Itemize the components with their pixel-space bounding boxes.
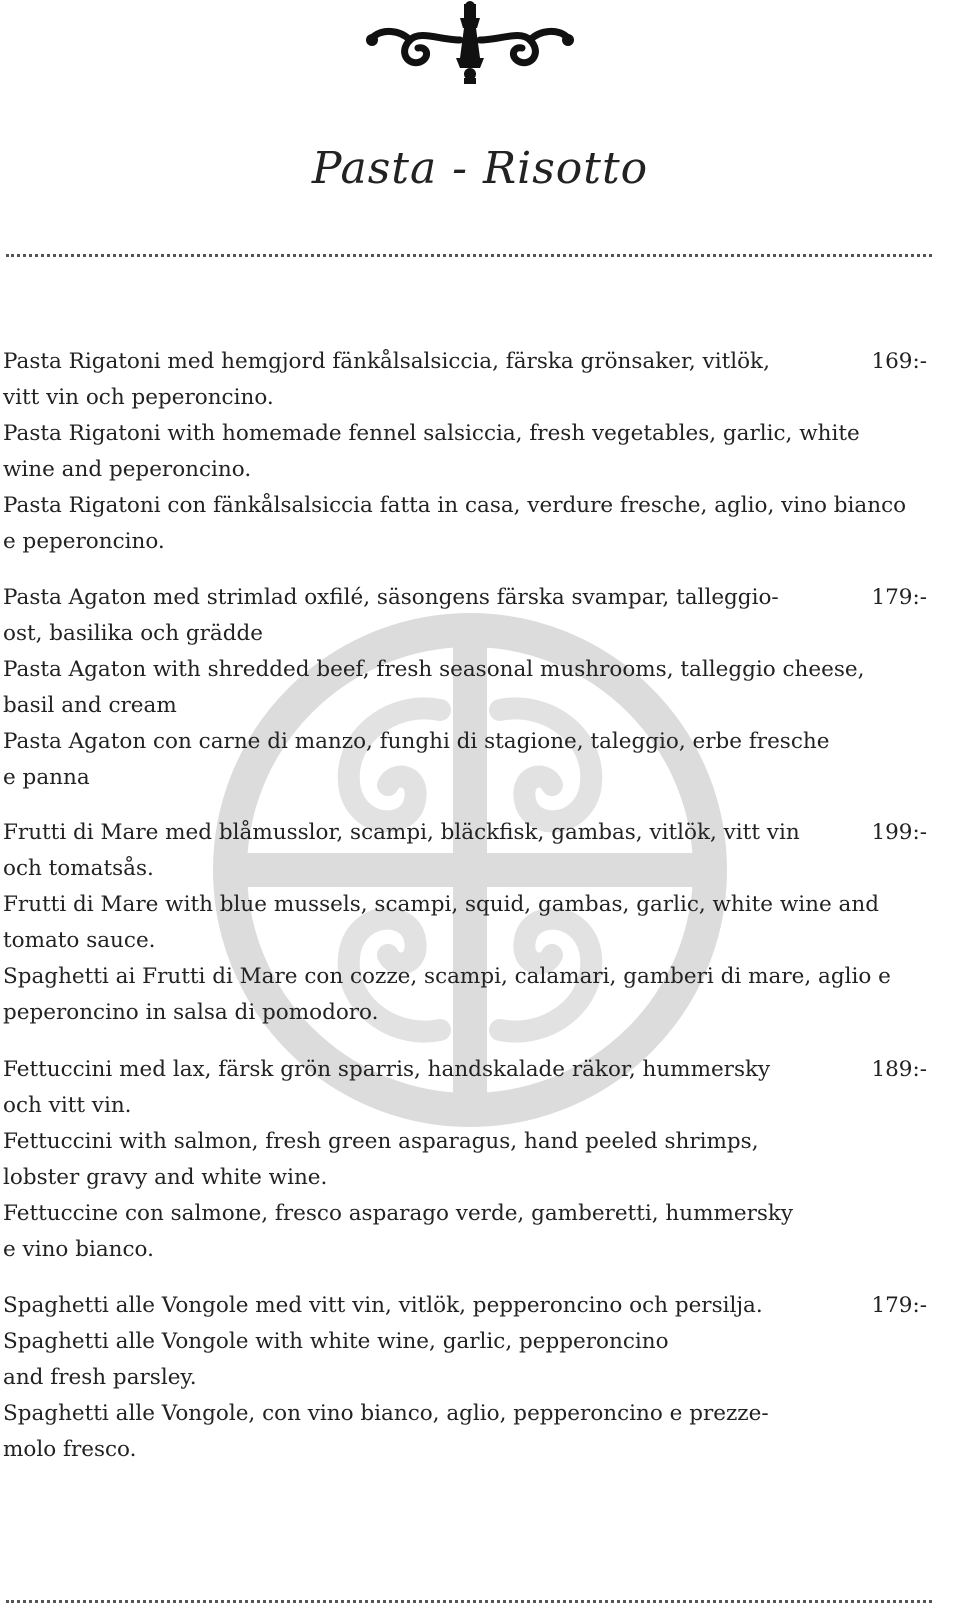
description-line: and fresh parsley. bbox=[3, 1365, 197, 1390]
price: 179:- bbox=[871, 585, 927, 610]
description-line: Pasta Rigatoni med hemgjord fänkålsalsiccia, färska grönsaker, vitlök, bbox=[3, 349, 770, 374]
description-line: Pasta Agaton med strimlad oxfilé, säsongens färska svampar, talleggio- bbox=[3, 585, 779, 610]
description-line: e peperoncino. bbox=[3, 529, 165, 554]
price: 199:- bbox=[871, 820, 927, 845]
description-line: basil and cream bbox=[3, 693, 177, 718]
description-line: Fettuccini with salmon, fresh green asparagus, hand peeled shrimps, bbox=[3, 1129, 759, 1154]
description-line: vitt vin och peperoncino. bbox=[3, 385, 274, 410]
description-line: Pasta Rigatoni con fänkålsalsiccia fatta in casa, verdure fresche, aglio, vino bianco bbox=[3, 493, 907, 518]
dotted-divider-bottom bbox=[6, 1600, 932, 1603]
dotted-divider-top bbox=[6, 254, 932, 257]
description-line: e panna bbox=[3, 765, 90, 790]
description-line: peperoncino in salsa di pomodoro. bbox=[3, 1000, 379, 1025]
description-line: Frutti di Mare with blue mussels, scampi, squid, gambas, garlic, white wine and bbox=[3, 892, 879, 917]
description-line: Spaghetti alle Vongole med vitt vin, vitlök, pepperoncino och persilja. bbox=[3, 1293, 763, 1318]
description-line: ost, basilika och grädde bbox=[3, 621, 263, 646]
description-line: Spaghetti ai Frutti di Mare con cozze, scampi, calamari, gamberi di mare, aglio e bbox=[3, 964, 891, 989]
description-line: och tomatsås. bbox=[3, 856, 154, 881]
price: 169:- bbox=[871, 349, 927, 374]
description-line: Fettuccine con salmone, fresco asparago verde, gamberetti, hummersky bbox=[3, 1201, 794, 1226]
description-line: Fettuccini med lax, färsk grön sparris, handskalade räkor, hummersky bbox=[3, 1057, 771, 1082]
description-line: e vino bianco. bbox=[3, 1237, 154, 1262]
description-line: tomato sauce. bbox=[3, 928, 156, 953]
scroll-ornament-icon bbox=[360, 0, 580, 90]
description-line: och vitt vin. bbox=[3, 1093, 132, 1118]
menu-item bbox=[3, 1052, 933, 1268]
menu-item bbox=[3, 815, 933, 1031]
menu-item bbox=[3, 344, 933, 560]
description-line: Pasta Agaton with shredded beef, fresh seasonal mushrooms, talleggio cheese, bbox=[3, 657, 865, 682]
description-line: Pasta Rigatoni with homemade fennel salsiccia, fresh vegetables, garlic, white bbox=[3, 421, 860, 446]
description-line: Spaghetti alle Vongole, con vino bianco, aglio, pepperoncino e prezze- bbox=[3, 1401, 769, 1426]
description-line: lobster gravy and white wine. bbox=[3, 1165, 328, 1190]
page-title: Pasta - Risotto bbox=[311, 143, 649, 194]
price: 189:- bbox=[871, 1057, 927, 1082]
description-line: Frutti di Mare med blåmusslor, scampi, bläckfisk, gambas, vitlök, vitt vin bbox=[3, 820, 800, 845]
menu-item bbox=[3, 1288, 933, 1468]
description-line: Pasta Agaton con carne di manzo, funghi di stagione, taleggio, erbe fresche bbox=[3, 729, 830, 754]
description-line: Spaghetti alle Vongole with white wine, garlic, pepperoncino bbox=[3, 1329, 669, 1354]
description-line: molo fresco. bbox=[3, 1437, 137, 1462]
price: 179:- bbox=[871, 1293, 927, 1318]
description-line: wine and peperoncino. bbox=[3, 457, 252, 482]
menu-item bbox=[3, 580, 933, 796]
